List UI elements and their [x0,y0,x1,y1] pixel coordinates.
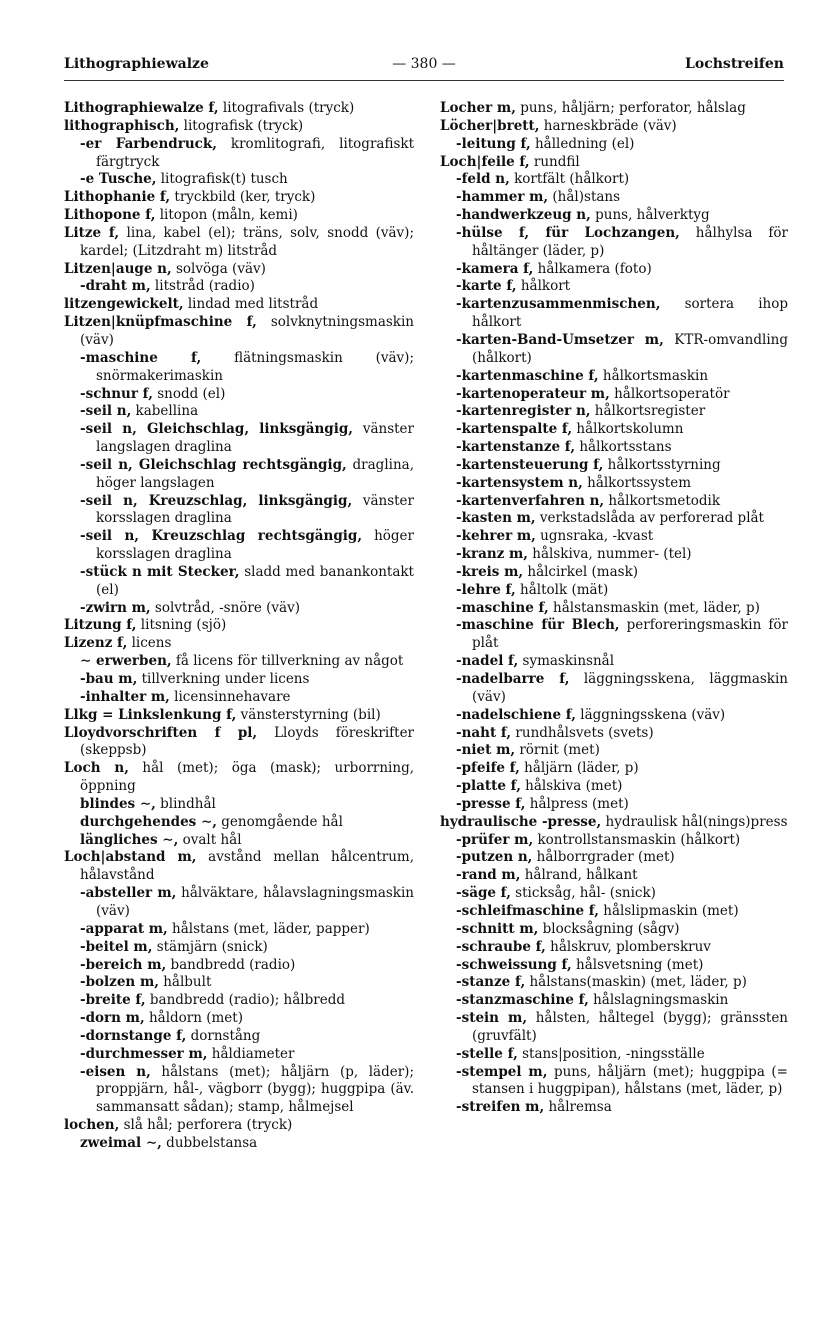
entry-translation: rörnit (met) [515,742,600,759]
entry-translation: lina, kabel (el); träns, solv, snodd (väv); kardel; (Litzdraht m) litstråd [80,224,414,259]
entry-headword: -bolzen m, [80,974,159,991]
entry-headword: -stanzmaschine f, [456,992,589,1009]
entry-headword: -zwirn m, [80,599,151,616]
dictionary-entry [64,707,414,725]
entry-headword: -kartenoperateur m, [456,385,610,402]
dictionary-entry [64,207,414,225]
entry-headword: -kartenmaschine f, [456,367,599,384]
dictionary-entry [440,118,788,136]
running-header [64,56,784,78]
entry-headword: -streifen m, [456,1099,545,1116]
dictionary-entry [440,742,788,760]
dictionary-entry [440,296,788,332]
entry-translation: ovalt hål [178,831,242,848]
dictionary-entry [64,278,414,296]
entry-headword: -handwerkzeug n, [456,207,591,224]
entry-translation: höger korsslagen draglina [96,528,414,563]
entry-headword: -stein m, [456,1010,528,1027]
entry-headword: -kartenstanze f, [456,439,576,456]
entry-headword: -draht m, [80,278,151,295]
entry-translation: slå hål; perforera (tryck) [119,1117,293,1134]
dictionary-entry [64,100,414,118]
entry-headword: hydraulische -presse, [440,813,602,830]
entry-headword: -platte f, [456,778,521,795]
entry-translation: hålslagningsmaskin [588,992,729,1009]
entry-headword: Löcher|brett, [440,117,540,134]
entry-translation: hålkort [516,278,571,295]
dictionary-entry [64,921,414,939]
entry-headword: Loch|abstand m, [64,849,197,866]
dictionary-entry [440,778,788,796]
right-column [440,100,788,1117]
dictionary-entry [64,725,414,761]
entry-translation: vänster korsslagen draglina [96,492,414,527]
entry-translation: hål (met); öga (mask); urborrning, öppning [80,760,414,795]
dictionary-entry [64,832,414,850]
entry-translation: licensinnehavare [169,688,291,705]
entry-headword: -presse f, [456,795,526,812]
entry-translation: stans|position, -ningsställe [517,1045,705,1062]
dictionary-entry [64,849,414,885]
entry-translation: håltolk (mät) [515,581,609,598]
entry-headword: -kartenspalte f, [456,421,573,438]
dictionary-entry [440,475,788,493]
entry-headword: -schnur f, [80,385,153,402]
dictionary-entry [440,903,788,921]
dictionary-entry [440,386,788,404]
entry-headword: -inhalter m, [80,688,170,705]
entry-translation: hålkortsstans [575,439,672,456]
dictionary-entry [64,421,414,457]
dictionary-entry [440,261,788,279]
dictionary-entry [440,225,788,261]
entry-headword: -feld n, [456,171,510,188]
dictionary-entry [440,885,788,903]
entry-headword: -naht f, [456,724,512,741]
entry-headword: -hülse f, für Lochzangen, [456,224,680,241]
entry-headword: Lithophanie f, [64,189,171,206]
entry-translation: vänster langslagen draglina [96,421,414,456]
entry-translation: vänsterstyrning (bil) [236,706,381,723]
entry-translation: kabellina [131,403,199,420]
entry-headword: -prüfer m, [456,831,534,848]
dictionary-entry [64,261,414,279]
entry-translation: litografisk (tryck) [179,117,304,134]
entry-headword: Loch n, [64,760,129,777]
entry-headword: -stück n mit Stecker, [80,563,240,580]
dictionary-entry [440,760,788,778]
dictionary-entry [440,849,788,867]
dictionary-entry [64,1028,414,1046]
entry-headword: zweimal ∼, [80,1134,162,1151]
dictionary-entry [440,1046,788,1064]
entry-headword: Loch|feile f, [440,153,530,170]
entry-headword: -kartensystem n, [456,474,583,491]
dictionary-entry [64,689,414,707]
entry-headword: -karte f, [456,278,517,295]
dictionary-entry [64,1064,414,1118]
entry-headword: -schweissung f, [456,956,572,973]
entry-translation: litografisk(t) tusch [156,171,288,188]
entry-headword: -kartensteuerung f, [456,456,604,473]
entry-translation: puns, håljärn (met); huggpipa (= stansen i huggpipan), hålstans (met, läder, p) [472,1063,788,1098]
entry-headword: Lithopone f, [64,207,156,224]
entry-translation: hålstansmaskin (met, läder, p) [548,599,760,616]
dictionary-entry [440,957,788,975]
entry-headword: -breite f, [80,992,146,1009]
entry-translation: puns, hålverktyg [590,207,710,224]
dictionary-entry [440,403,788,421]
dictionary-entry [440,493,788,511]
entry-translation: hålstans (met, läder, papper) [167,920,370,937]
entry-translation: solvknytningsmaskin (väv) [80,314,414,348]
entry-translation: verkstadslåda av perforerad plåt [535,510,764,527]
dictionary-entry [64,600,414,618]
entry-headword: -bau m, [80,671,138,687]
entry-headword: -absteller m, [80,885,177,902]
dictionary-entry [64,957,414,975]
entry-translation: litsning (sjö) [136,617,227,634]
dictionary-entry [440,528,788,546]
dictionary-entry [440,278,788,296]
entry-translation: hålborrgrader (met) [532,849,675,866]
entry-headword: Locher m, [440,100,516,116]
dictionary-entry [64,939,414,957]
entry-headword: -nadel f, [456,653,519,670]
entry-headword: Litze f, [64,224,120,241]
dictionary-entry [440,939,788,957]
entry-translation: hålcirkel (mask) [523,563,639,580]
entry-headword: -stelle f, [456,1045,518,1062]
entry-translation: solvöga (väv) [171,260,266,277]
entry-translation: avstånd mellan hålcentrum, hålavstånd [80,849,414,884]
entry-headword: -maschine für Blech, [456,617,620,634]
entry-translation: hålrand, hålkant [520,867,638,884]
entry-translation: sladd med banankontakt (el) [96,563,414,598]
entry-translation: litopon (måln, kemi) [155,207,298,224]
dictionary-entry [64,171,414,189]
dictionary-entry [440,671,788,707]
dictionary-entry [64,760,414,796]
entry-headword: Litzen|auge n, [64,260,172,277]
entry-headword: Lloydvorschriften f pl, [64,724,258,741]
entry-translation: draglina, höger langslagen [96,456,414,491]
dictionary-entry [440,725,788,743]
entry-headword: -stanze f, [456,974,526,991]
dictionary-entry [64,814,414,832]
dictionary-entry [440,867,788,885]
entry-translation: hålkortssystem [582,474,691,491]
entry-translation: puns, håljärn; perforator, hålslag [515,100,746,116]
dictionary-entry [64,493,414,529]
entry-headword: -schnitt m, [456,920,539,937]
entry-headword: Lizenz f, [64,635,128,652]
entry-translation: dornstång [186,1027,261,1044]
dictionary-entry [440,992,788,1010]
entry-translation: hålledning (el) [530,135,635,152]
entry-headword: -schraube f, [456,938,546,955]
entry-headword: -nadelschiene f, [456,706,576,723]
dictionary-entry [64,564,414,600]
entry-headword: lithographisch, [64,117,180,134]
entry-translation: kromlitografi, litografiskt färgtryck [96,135,414,170]
entry-translation: tillverkning under licens [137,671,310,687]
entry-headword: -seil n, Kreuzschlag rechtsgängig, [80,528,363,545]
entry-headword: -kartenverfahren n, [456,492,605,509]
entry-translation: hålskiva (met) [520,778,623,795]
entry-headword: -dornstange f, [80,1027,187,1044]
dictionary-entry [440,439,788,457]
entry-translation: hålkortsmaskin [598,367,709,384]
entry-translation: harneskbräde (väv) [539,117,677,134]
entry-headword: -kamera f, [456,260,534,277]
dictionary-entry [64,1135,414,1153]
entry-headword: -niet m, [456,742,516,759]
entry-translation: Lloyds föreskrifter (skeppsb) [80,724,415,759]
dictionary-entry [64,617,414,635]
dictionary-entry [64,403,414,421]
entry-headword: Litzen|knüpfmaschine f, [64,314,257,331]
header-rule [64,80,784,81]
dictionary-entry [64,992,414,1010]
dictionary-entry [64,225,414,261]
entry-translation: sticksåg, hål- (snick) [510,885,656,902]
entry-translation: licens [127,635,172,652]
entry-headword: lochen, [64,1117,120,1134]
entry-headword: -durchmesser m, [80,1045,208,1062]
entry-headword: -kreis m, [456,563,524,580]
dictionary-entry [64,885,414,921]
entry-headword: -seil n, Kreuzschlag, linksgängig, [80,492,353,509]
entry-translation: bandbredd (radio); hålbredd [145,992,345,1009]
entry-translation: rundhålsvets (svets) [511,724,654,741]
entry-headword: -kehrer m, [456,528,536,545]
entry-translation: litstråd (radio) [150,278,255,295]
entry-translation: blocksågning (sågv) [538,920,680,937]
dictionary-entry [440,796,788,814]
entry-headword: -hammer m, [456,189,549,206]
dictionary-entry [64,189,414,207]
entry-headword: -dorn m, [80,1010,145,1027]
entry-translation: symaskinsnål [518,653,615,670]
dictionary-entry [64,1117,414,1135]
dictionary-entry [440,154,788,172]
dictionary-entry [64,974,414,992]
entry-translation: rundfil [529,153,580,170]
dictionary-entry [64,653,414,671]
entry-translation: hålkortskolumn [572,421,684,438]
header-last-word: Lochstreifen [685,56,784,72]
entry-headword: -eisen n, [80,1063,151,1080]
entry-headword: -beitel m, [80,938,153,955]
entry-translation: hålkortsstyrning [603,456,721,473]
entry-headword: Lithographiewalze f, [64,100,219,116]
entry-headword: -maschine f, [80,349,202,366]
dictionary-entry [440,653,788,671]
dictionary-entry [64,1010,414,1028]
entry-translation: (hål)stans [548,189,621,206]
entry-translation: hålremsa [544,1099,612,1116]
dictionary-entry [64,528,414,564]
entry-translation: genomgående hål [217,813,343,830]
entry-headword: -apparat m, [80,920,168,937]
dictionary-entry [64,296,414,314]
entry-translation: solvtråd, -snöre (väv) [150,599,300,616]
entry-translation: hålväktare, hålavslagningsmaskin (väv) [96,885,414,919]
entry-translation: kontrollstansmaskin (hålkort) [533,831,741,848]
entry-translation: hålhylsa för håltänger (läder, p) [472,224,788,259]
entry-headword: -lehre f, [456,581,516,598]
entry-headword: Llkg = Linkslenkung f, [64,706,237,723]
entry-translation: hålsvetsning (met) [571,956,704,973]
dictionary-entry [440,974,788,992]
entry-headword: blindes ∼, [80,795,156,812]
entry-translation: läggningsskena, läggmaskin (väv) [472,671,789,705]
entry-headword: -säge f, [456,885,511,902]
entry-translation: hålskiva, nummer- (tel) [527,546,692,563]
entry-translation: hydraulisk hål(nings)press [601,813,788,830]
entry-headword: durchgehendes ∼, [80,813,217,830]
dictionary-entry [440,546,788,564]
entry-translation: kortfält (hålkort) [509,171,630,188]
entry-translation: flätningsmaskin (väv); snörmakerimaskin [96,349,414,384]
dictionary-entry [64,796,414,814]
dictionary-entry [64,350,414,386]
dictionary-entry [440,332,788,368]
page-number: — 380 — [392,56,456,72]
entry-headword: -leitung f, [456,135,531,152]
entry-headword: -seil n, Gleichschlag rechtsgängig, [80,456,347,473]
entry-translation: hålstans(maskin) (met, läder, p) [525,974,747,991]
entry-headword: -putzen n, [456,849,533,866]
dictionary-entry [440,457,788,475]
entry-headword: -kartenzusammenmischen, [456,296,661,313]
dictionary-entry [440,582,788,600]
entry-translation: hålkortsregister [590,403,706,420]
dictionary-entry [440,600,788,618]
entry-headword: -rand m, [456,867,521,884]
dictionary-entry [440,100,788,118]
entry-headword: -er Farbendruck, [80,135,217,152]
dictionary-entry [440,421,788,439]
entry-translation: tryckbild (ker, tryck) [170,189,316,206]
dictionary-entry [64,457,414,493]
dictionary-entry [440,189,788,207]
entry-headword: -seil n, Gleichschlag, linksgängig, [80,421,354,438]
dictionary-entry [440,617,788,653]
entry-translation: ugnsraka, -kvast [535,528,654,545]
dictionary-entry [440,832,788,850]
dictionary-entry [440,1010,788,1046]
entry-headword: -maschine f, [456,599,549,616]
entry-translation: KTR-omvandling (hålkort) [472,331,788,366]
entry-headword: ∼ erwerben, [80,653,172,670]
entry-headword: -stempel m, [456,1063,548,1080]
dictionary-entry [440,1064,788,1100]
entry-translation: hålkamera (foto) [533,260,652,277]
entry-headword: litzengewickelt, [64,296,184,313]
dictionary-entry [64,635,414,653]
entry-headword: -kartenregister n, [456,403,591,420]
entry-translation: håldiameter [207,1045,295,1062]
entry-translation: blindhål [155,795,216,812]
entry-translation: läggningsskena (väv) [576,706,726,723]
entry-translation: hålskruv, plomberskruv [545,938,711,955]
entry-translation: hålstans (met); håljärn (p, läder); proppjärn, hål-, vägborr (bygg); huggpipa (äv. sammansatt sådan); stamp, hålmejsel [96,1063,414,1116]
entry-translation: håldorn (met) [144,1010,243,1027]
dictionary-entry [440,171,788,189]
entry-translation: lindad med litstråd [183,296,319,313]
entry-translation: sortera ihop hålkort [472,296,788,331]
entry-headword: Litzung f, [64,617,137,634]
left-column [64,100,414,1153]
dictionary-entry [440,921,788,939]
entry-translation: hålslipmaskin (met) [599,902,739,919]
dictionary-entry [440,707,788,725]
dictionary-entry [440,564,788,582]
dictionary-entry [440,368,788,386]
dictionary-entry [64,136,414,172]
entry-translation: snodd (el) [152,385,226,402]
dictionary-entry [64,386,414,404]
entry-translation: dubbelstansa [161,1134,258,1151]
entry-headword: -kranz m, [456,546,528,563]
entry-headword: -karten-Band-Umsetzer m, [456,331,664,348]
dictionary-entry [64,118,414,136]
entry-translation: hålkortsoperatör [609,385,730,402]
entry-headword: -schleifmaschine f, [456,902,600,919]
entry-headword: längliches ∼, [80,831,179,848]
entry-translation: perforeringsmaskin för plåt [472,617,788,652]
entry-translation: hålkortsmetodik [604,492,721,509]
entry-translation: bandbredd (radio) [166,956,296,973]
entry-translation: stämjärn (snick) [152,938,268,955]
dictionary-entry [440,136,788,154]
entry-headword: -pfeife f, [456,760,520,777]
entry-translation: litografivals (tryck) [218,100,355,116]
entry-headword: -kasten m, [456,510,536,527]
entry-translation: hålbult [158,974,212,991]
dictionary-entry [64,671,414,689]
entry-headword: -nadelbarre f, [456,671,570,687]
entry-headword: -bereich m, [80,956,167,973]
entry-translation: hålsten, håltegel (bygg); gränssten (gruvfält) [472,1010,788,1044]
dictionary-entry [64,314,414,350]
entry-translation: hålpress (met) [525,795,629,812]
dictionary-entry [64,1046,414,1064]
entry-translation: få licens för tillverkning av något [171,653,404,670]
entry-headword: -e Tusche, [80,171,157,188]
entry-headword: -seil n, [80,403,132,420]
entry-translation: håljärn (läder, p) [519,760,639,777]
dictionary-entry [440,510,788,528]
dictionary-entry [440,814,788,832]
dictionary-entry [440,1099,788,1117]
header-first-word: Lithographiewalze [64,56,209,72]
dictionary-entry [440,207,788,225]
